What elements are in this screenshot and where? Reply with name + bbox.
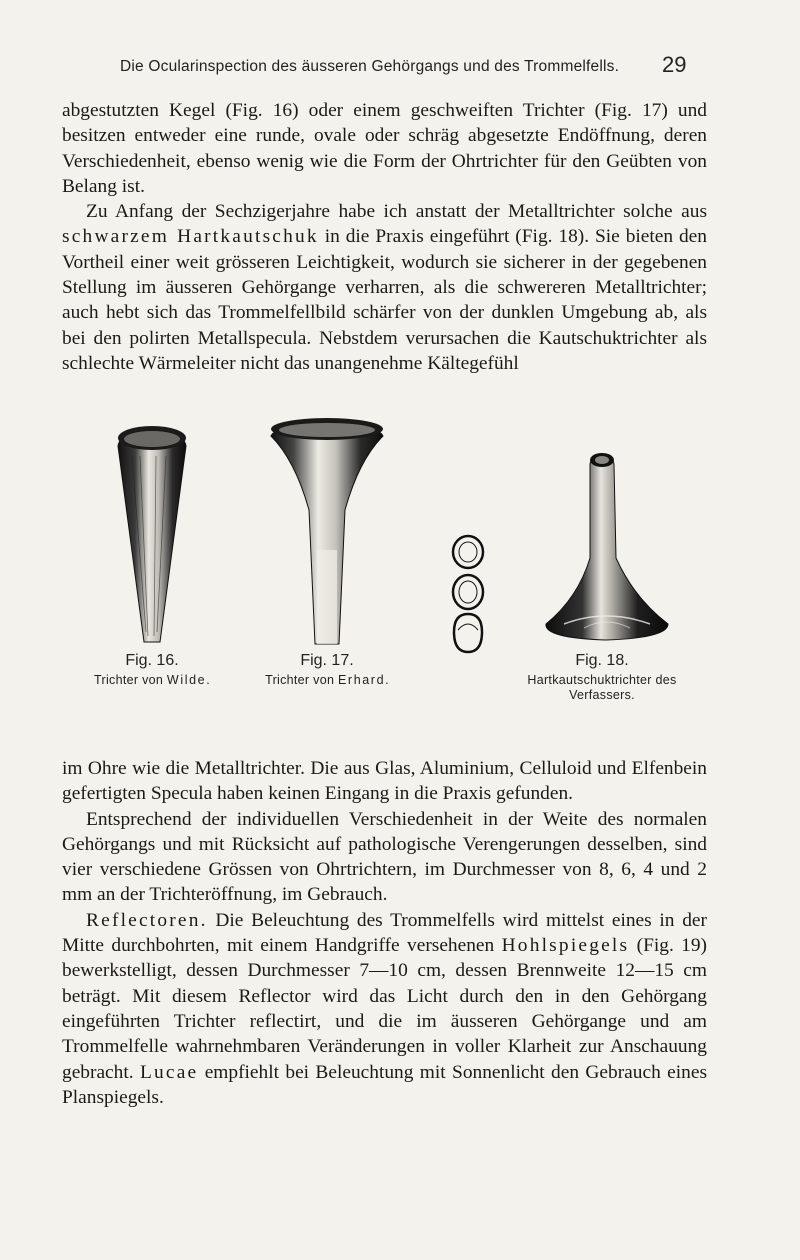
section-heading-reflectoren: Reflectoren. xyxy=(86,909,208,931)
fig-18-description-line-1: Hartkautschuktrichter des xyxy=(527,673,677,687)
fig-16-number: Fig. 16. xyxy=(125,652,179,669)
fig-17-desc-name: Erhard xyxy=(338,673,386,687)
fig-18-number: Fig. 18. xyxy=(575,652,629,669)
paragraph-4: Entsprechend der individuellen Verschiedenheit in der Weite des normalen Gehörgangs und mit Rücksicht auf pathologische Verengerungen desselben, sind vier verschiedene Grössen von Ohrtrichtern, im Durchmesser von 8, 6, 4 und 2 mm an der Trichteröffnung, im Gebrauch. xyxy=(62,808,707,906)
paragraph-2-start: Zu Anfang der Sechzigerjahre habe ich anstatt der Metalltrichter solche aus xyxy=(86,201,707,223)
fig-17-desc-suffix: . xyxy=(385,673,389,687)
fig-17-caption xyxy=(237,652,417,688)
author-lucae: Lucae xyxy=(139,1061,199,1083)
fig-16-desc-suffix: . xyxy=(206,673,210,687)
paragraph-5-part-1: Die Beleuchtung des Trommelfells wird mittelst eines in der Mitte durchbohrten, mit einem Handgriffe versehenen xyxy=(62,909,707,957)
fig-16-desc-name: Wilde xyxy=(166,673,207,687)
fig-16-description xyxy=(62,673,242,688)
fig-18-caption xyxy=(482,652,722,703)
fig-18-description-line-2: Verfassers. xyxy=(569,688,635,702)
fig-18-illustration xyxy=(544,448,674,648)
paragraph-5-part-3: empfiehlt bei Beleuchtung mit Sonnenlicht den Gebrauch eines Planspiegels. xyxy=(62,1061,707,1108)
page-number: 29 xyxy=(662,52,687,77)
text-block-top xyxy=(62,98,707,376)
fig-16-desc-prefix: Trichter von xyxy=(94,673,167,687)
fig-16-illustration xyxy=(112,396,192,646)
fig-17-description xyxy=(237,673,417,688)
running-title: Die Ocularinspection des äusseren Gehörgangs und des Trommelfells. xyxy=(120,58,620,75)
fig-17-number: Fig. 17. xyxy=(300,652,354,669)
paragraph-2 xyxy=(62,199,707,376)
emphasis-hartkautschuk: schwarzem Hartkautschuk xyxy=(62,226,319,248)
opening-shapes-illustration xyxy=(450,534,490,656)
text-block-bottom xyxy=(62,756,707,1110)
page-header xyxy=(0,52,800,88)
paragraph-5-part-2: (Fig. 19) bewerkstelligt, dessen Durchmesser 7—10 cm, dessen Brennweite 12—15 cm beträgt. Mit diesem Reflector wird das Licht durch den in den Gehörgang eingeführten Trichter reflectirt, und die im äusseren Gehörgange und am Trommelfelle wahrnehmbaren Veränderungen in voller Klarheit zur Anschauung gebracht. xyxy=(62,935,708,1083)
paragraph-3: im Ohre wie die Metalltrichter. Die aus Glas, Aluminium, Celluloid und Elfenbein gefertigten Specula haben keinen Eingang in die Praxis gefunden. xyxy=(62,758,707,805)
figures-row xyxy=(62,390,707,720)
term-hohlspiegels: Hohlspiegels xyxy=(501,935,630,957)
paragraph-5 xyxy=(62,908,707,1110)
fig-16-caption xyxy=(62,652,242,688)
fig-17-desc-prefix: Trichter von xyxy=(265,673,338,687)
paragraph-2-end: in die Praxis eingeführt (Fig. 18). Sie bieten den Vortheil einer weit grösseren Leichtigkeit, wodurch sie sicherer in der gegebenen Stellung im äusseren Gehörgange verharren, als die schwereren Metalltrichter; auch hebt sich das Trommelfellbild schärfer von der dunklen Umgebung ab, als bei den polirten Metallspecula. Nebstdem verursachen die Kautschuktrichter als schlechte Wärmeleiter nicht das unangenehme Kältegefühl xyxy=(62,226,707,374)
paragraph-1: abgestutzten Kegel (Fig. 16) oder einem geschweiften Trichter (Fig. 17) und besitzen entweder eine runde, ovale oder schräg abgesetzte Endöffnung, deren Verschiedenheit, ebenso wenig wie die Form der Ohrtrichter für den Geübten von Belang ist. xyxy=(62,100,707,197)
fig-17-illustration xyxy=(267,390,387,648)
